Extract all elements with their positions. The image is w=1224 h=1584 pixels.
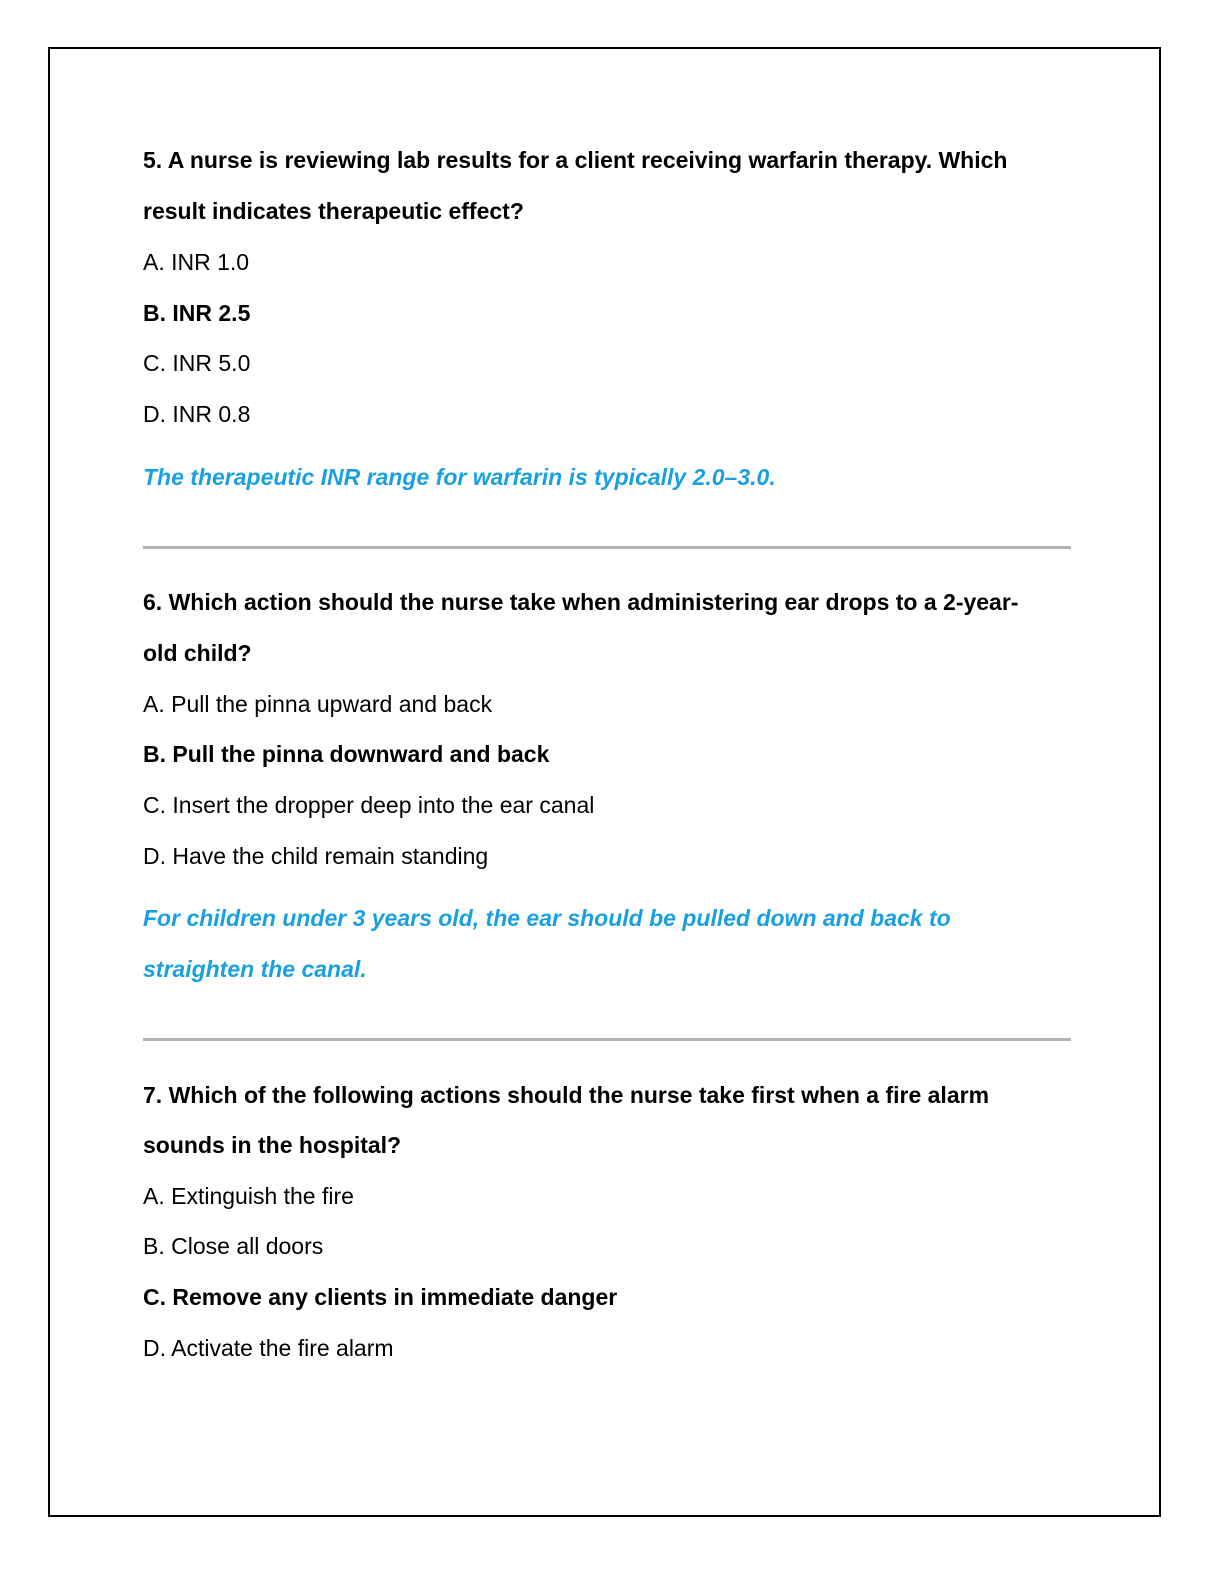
question-7-line-2: sounds in the hospital? — [143, 1132, 402, 1158]
question-7-option-d: D. Activate the fire alarm — [143, 1335, 394, 1361]
question-5-option-b: B. INR 2.5 — [143, 300, 251, 326]
question-7-option-b: B. Close all doors — [143, 1233, 324, 1259]
question-5-option-d: D. INR 0.8 — [143, 401, 251, 427]
question-7-option-c: C. Remove any clients in immediate danger — [143, 1284, 618, 1310]
divider-2 — [143, 1038, 1071, 1041]
question-6-option-b: B. Pull the pinna downward and back — [143, 741, 550, 767]
question-6-line-1: 6. Which action should the nurse take when administering ear drops to a 2-year- — [143, 589, 1019, 615]
question-5-line-1: 5. A nurse is reviewing lab results for a client receiving warfarin therapy. Which — [143, 147, 1008, 173]
question-7-option-a: A. Extinguish the fire — [143, 1183, 354, 1209]
question-6-option-a: A. Pull the pinna upward and back — [143, 691, 493, 717]
question-5-rationale: The therapeutic INR range for warfarin is typically 2.0–3.0. — [143, 464, 776, 490]
question-5-option-c: C. INR 5.0 — [143, 350, 251, 376]
question-6-line-2: old child? — [143, 640, 252, 666]
divider-1 — [143, 546, 1071, 549]
question-6-rationale-line-1: For children under 3 years old, the ear should be pulled down and back to — [143, 905, 951, 931]
question-6-rationale-line-2: straighten the canal. — [143, 956, 367, 982]
question-7-line-1: 7. Which of the following actions should the nurse take first when a fire alarm — [143, 1082, 990, 1108]
question-5-line-2: result indicates therapeutic effect? — [143, 198, 524, 224]
question-6-option-d: D. Have the child remain standing — [143, 843, 489, 869]
question-6-option-c: C. Insert the dropper deep into the ear canal — [143, 792, 595, 818]
question-5-option-a: A. INR 1.0 — [143, 249, 250, 275]
